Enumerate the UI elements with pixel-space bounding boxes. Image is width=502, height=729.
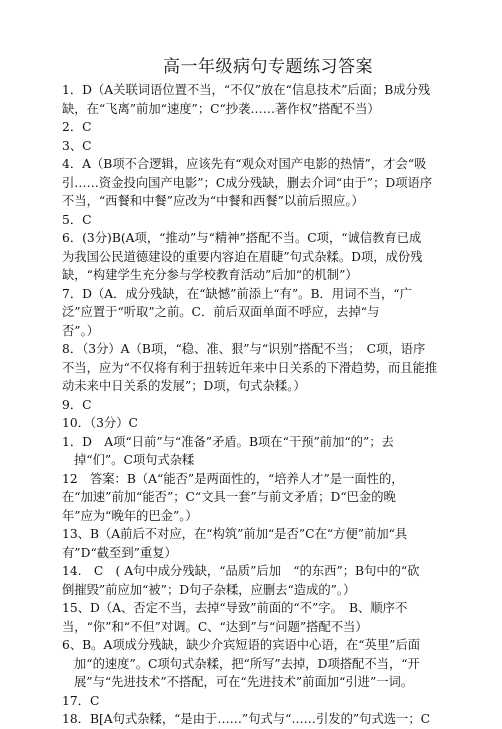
answer-line: 缺，在“飞离”前加“速度”；C“抄袭……著作权”搭配不当） [62, 101, 380, 116]
answer-line: 掉“们”。C项句式杂糅 [74, 453, 195, 467]
answer-line: 14. C ( A句中成分残缺，“品质”后加 “的东西”；B句中的“砍 [62, 564, 420, 578]
answer-line: 动未来中日关系的发展”；D项，句式杂糅。） [62, 379, 306, 393]
answer-line: 展”与“先进技术”不搭配，可在“先进技术”前面加“引进”一词。 [74, 675, 414, 689]
answer-line: 有”D“截至到”重复） [62, 545, 177, 560]
answer-line: 12 答案：B（A“能否”是两面性的，“培养人才”是一面性的， [62, 471, 404, 486]
answer-line: 9．C [62, 397, 92, 412]
answer-line: 6、B。A项成分残缺，缺少介宾短语的宾语中心语，在“英里”后面 [62, 638, 421, 652]
page-title: 高一年级病句专题练习答案 [163, 57, 373, 77]
answer-line: 3、C [62, 138, 92, 153]
answer-line: 加“的速度”。C项句式杂糅，把“所写”去掉，D项搭配不当，“开 [74, 656, 420, 671]
answer-line: 为我国公民道德建设的重要内容迫在眉睫”句式杂糅。D项，成份残 [62, 249, 423, 264]
answer-list [62, 81, 474, 729]
answer-line: 缺，“构建学生充分参与学校教育活动”后加“的机制”） [62, 268, 358, 282]
answer-line: 在“加速”前加“能否”；C“文具一套”与前文矛盾；D“巴金的晚 [62, 490, 396, 504]
answer-line: 不当，应为“不仅将有利于扭转近年来中日关系的下滑趋势，而且能推 [62, 360, 438, 375]
answer-line: 18．B[A句式杂糅，“是由于……”句式与“……引发的”句式选一；C [62, 712, 431, 726]
answer-line: 1．D A项“日前”与“准备”矛盾。B项在“干预”前加“的”；去 [62, 434, 394, 449]
answer-line: 不当，“西餐和中餐”应改为“中餐和西餐”以前后照应。） [62, 194, 364, 208]
answer-line: 4．A（B项不合逻辑，应该先有“观众对国产电影的热情”，才会“吸 [62, 157, 427, 171]
answer-line: 倒摧毁”前应加“被”；D句子杂糅，应删去“造成的”。） [62, 582, 356, 597]
answer-line: 15、D（A、否定不当，去掉“导致”前面的“不”字。 B、顺序不 [62, 601, 408, 615]
answer-line: 13、B（A前后不对应，在“构筑”前加“是否”C在“方便”前加“具 [62, 527, 408, 541]
answer-line: 当，“你”和“不但”对调。C、“达到”与“问题”搭配不当） [62, 619, 368, 634]
answer-line: 17．C [62, 693, 100, 708]
answer-line: 6．(3分)B(A项，“推动”与“精神”搭配不当。C项，“诚信教育已成 [62, 231, 422, 245]
answer-line: 5．C [62, 212, 92, 227]
answer-line: 8．（3分）A（B项，“稳、准、狠”与“识别”搭配不当； C项，语序 [62, 342, 426, 356]
answer-line: 泛”应置于“听取”之前。C．前后双面单面不呼应，去掉“与 [62, 305, 380, 319]
answer-line: 引……资金投向国产电影”；C成分残缺，删去介词“由于”；D项语序 [62, 175, 433, 190]
answer-line: 7．D（A．成分残缺，在“缺憾”前添上“有”。B．用词不当，“广 [62, 286, 412, 301]
answer-line: 10．（3分）C [62, 416, 138, 430]
answer-line: 年”应为“晚年的巴金”。） [62, 508, 198, 523]
answer-line: 1．D（A关联词语位置不当，“不仅”放在“信息技术”后面；B成分残 [62, 83, 431, 97]
answer-line: 否”。） [62, 323, 100, 338]
answer-line: 2．C [62, 120, 92, 134]
